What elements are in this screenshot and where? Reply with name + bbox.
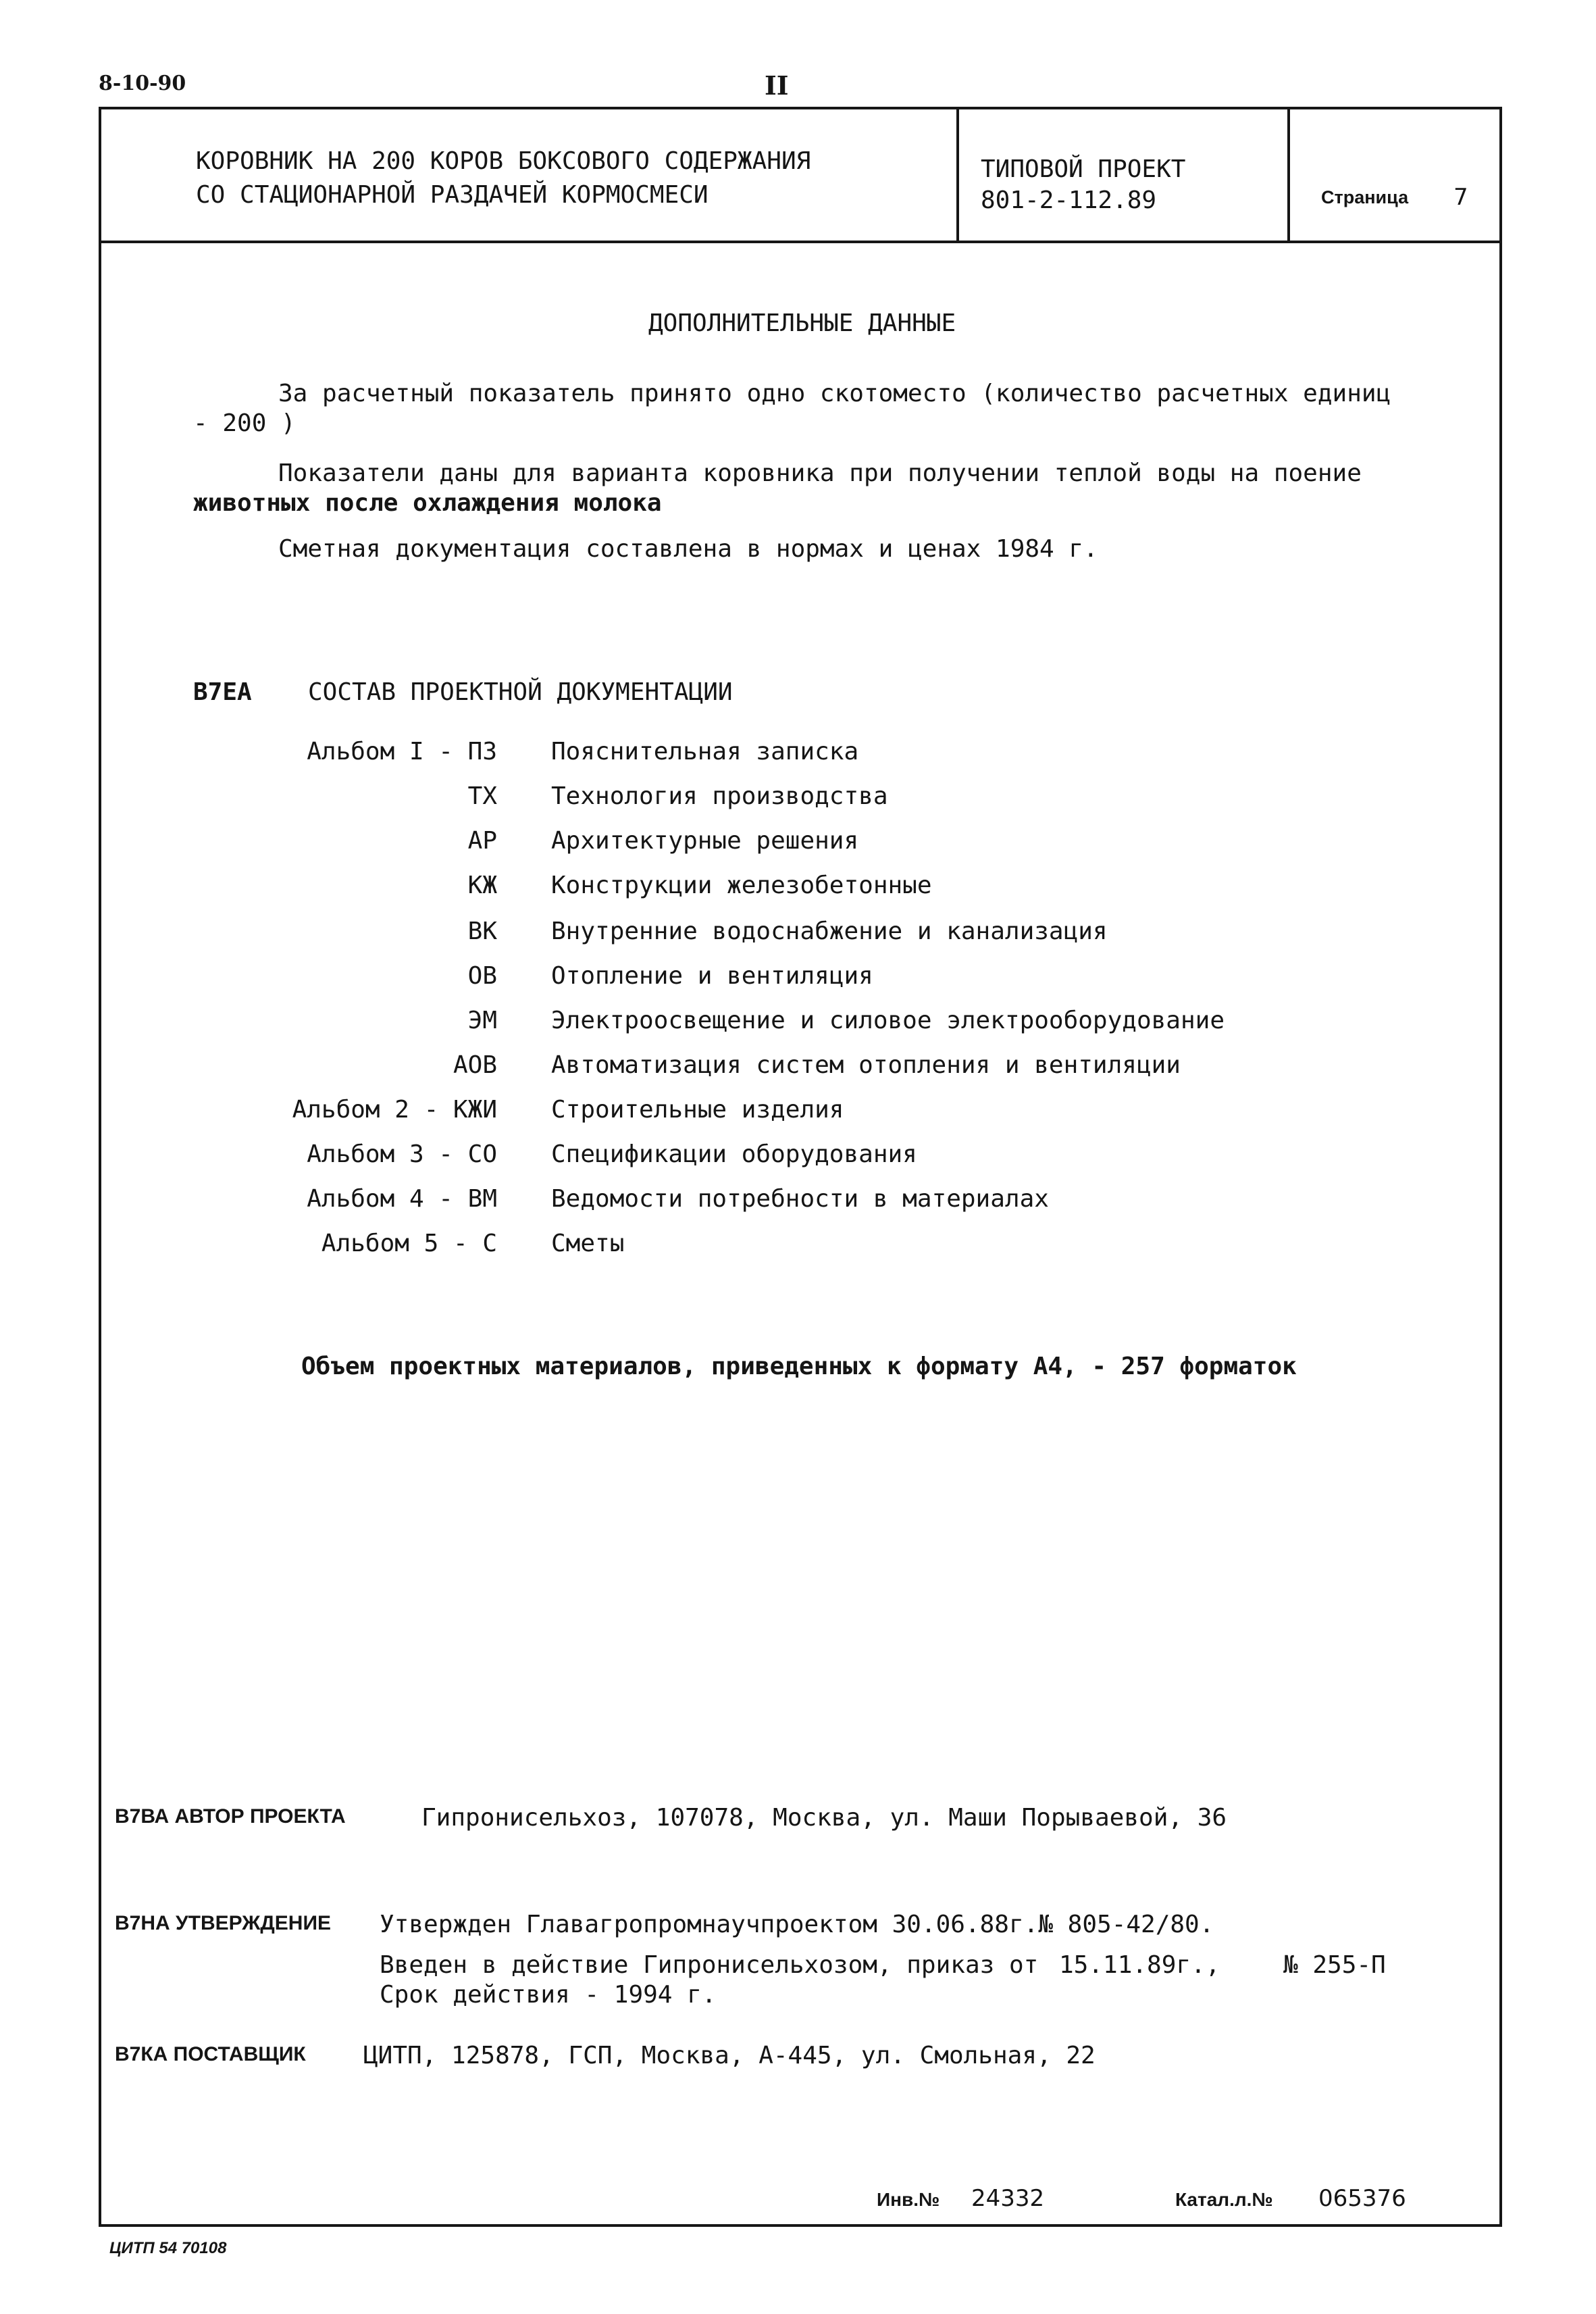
page-value: 7 — [1453, 184, 1468, 211]
composition-code: В7ЕА — [193, 678, 252, 706]
album-description: Ведомости потребности в материалах — [551, 1185, 1049, 1213]
inventory-value: 24332 — [971, 2185, 1045, 2212]
paragraph-variant-line1: Показатели даны для варианта коровника при получении теплой воды на поение — [278, 459, 1362, 487]
paragraph-indicator-line1: За расчетный показатель принято одно скотоместо (количество расчетных единиц — [278, 380, 1391, 407]
album-code: АР — [467, 827, 497, 855]
album-description: Автоматизация систем отопления и вентиляции — [551, 1051, 1181, 1079]
album-code: Альбом 2 - КЖИ — [292, 1096, 497, 1124]
approval-date: 15.11.89г., — [1059, 1951, 1220, 1979]
paragraph-variant-line2: животных после охлаждения молока — [193, 489, 662, 517]
album-description: Конструкции железобетонные — [551, 872, 932, 899]
document-code: 8-10-90 — [99, 72, 186, 95]
printer-tag: ЦИТП 54 70108 — [109, 2239, 227, 2257]
album-description: Отопление и вентиляция — [551, 962, 873, 990]
approval-line2: Введен в действие Гипронисельхозом, приказ от — [380, 1951, 1039, 1979]
album-code: Альбом 5 - С — [321, 1230, 497, 1257]
album-code: ОВ — [467, 962, 497, 990]
approval-label: В7НА УТВЕРЖДЕНИЕ — [115, 1912, 332, 1934]
album-code: Альбом 4 - ВМ — [307, 1185, 497, 1213]
author-value: Гипронисельхоз, 107078, Москва, ул. Маши Порываевой, 36 — [421, 1804, 1227, 1832]
catalog-label: Катал.л.№ — [1175, 2189, 1273, 2210]
supplier-label: В7КА ПОСТАВЩИК — [115, 2043, 306, 2065]
album-code: ТХ — [467, 782, 497, 810]
project-number: 801-2-112.89 — [981, 186, 1157, 214]
approval-validity: Срок действия - 1994 г. — [380, 1981, 717, 2009]
project-title-line2: СО СТАЦИОНАРНОЙ РАЗДАЧЕЙ КОРМОСМЕСИ — [196, 181, 709, 209]
album-code: ЭМ — [467, 1007, 497, 1034]
volume-note: Объем проектных материалов, приведенных к формату А4, - 257 форматок — [301, 1353, 1297, 1380]
author-label: В7ВА АВТОР ПРОЕКТА — [115, 1805, 346, 1828]
supplier-value: ЦИТП, 125878, ГСП, Москва, А-445, ул. Смольная, 22 — [363, 2042, 1096, 2069]
album-description: Архитектурные решения — [551, 827, 859, 855]
album-description: Электроосвещение и силовое электрооборудование — [551, 1007, 1225, 1034]
inventory-label: Инв.№ — [877, 2189, 940, 2210]
page-label: Страница — [1321, 187, 1409, 207]
album-description: Строительные изделия — [551, 1096, 844, 1124]
project-title-line1: КОРОВНИК НА 200 КОРОВ БОКСОВОГО СОДЕРЖАНИЯ — [196, 147, 811, 175]
sheet-number: II — [765, 70, 789, 101]
additional-data-heading: ДОПОЛНИТЕЛЬНЫЕ ДАННЫЕ — [648, 309, 956, 337]
album-description: Технология производства — [551, 782, 888, 810]
project-type-label: ТИПОВОЙ ПРОЕКТ — [981, 155, 1186, 183]
album-code: АОВ — [453, 1051, 497, 1079]
approval-order-number: № 255-П — [1283, 1951, 1386, 1979]
paragraph-estimate: Сметная документация составлена в нормах и ценах 1984 г. — [278, 535, 1098, 563]
album-code: Альбом 3 - СО — [307, 1140, 497, 1168]
title-block — [101, 109, 1499, 243]
album-description: Сметы — [551, 1230, 625, 1257]
paragraph-indicator-line2: - 200 ) — [193, 409, 296, 437]
album-description: Спецификации оборудования — [551, 1140, 917, 1168]
catalog-value: 065376 — [1318, 2185, 1406, 2212]
approval-line1: Утвержден Главагропромнаучпроектом 30.06.88г.№ 805-42/80. — [380, 1911, 1214, 1938]
album-code: КЖ — [467, 872, 497, 899]
composition-heading: СОСТАВ ПРОЕКТНОЙ ДОКУМЕНТАЦИИ — [308, 678, 733, 706]
album-description: Пояснительная записка — [551, 738, 859, 765]
album-code: Альбом I - ПЗ — [307, 738, 497, 765]
album-description: Внутренние водоснабжение и канализация — [551, 917, 1108, 945]
header-divider — [956, 109, 959, 241]
header-divider — [1287, 109, 1290, 241]
album-code: ВК — [467, 917, 497, 945]
